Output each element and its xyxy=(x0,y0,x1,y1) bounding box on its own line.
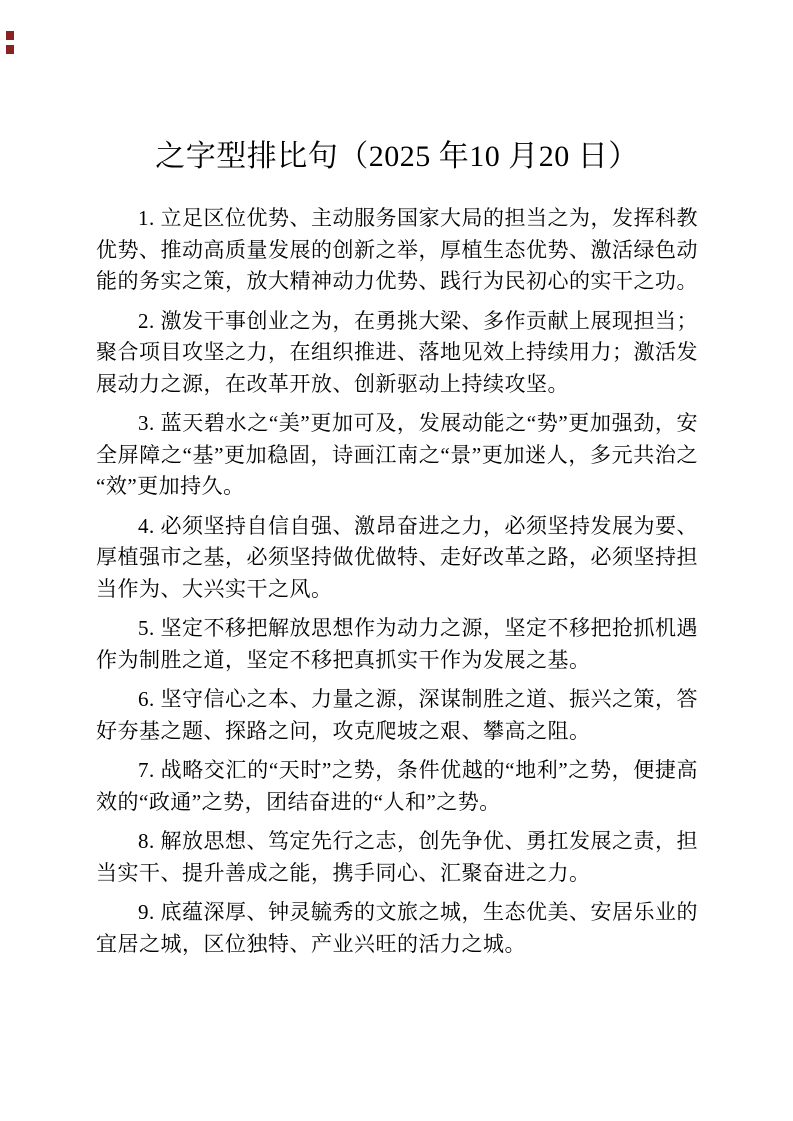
paragraph-2: 2. 激发干事创业之为，在勇挑大梁、多作贡献上展现担当；聚合项目攻坚之力，在组织推进、落地见效上持续用力；激活发展动力之源，在改革开放、创新驱动上持续攻坚。 xyxy=(96,308,698,396)
red-edge-marker-top xyxy=(6,31,14,40)
paragraph-9: 9. 底蕴深厚、钟灵毓秀的文旅之城，生态优美、安居乐业的宜居之城，区位独特、产业兴旺的活力之城。 xyxy=(96,900,698,956)
paragraph-7: 7. 战略交汇的“天时”之势，条件优越的“地利”之势，便捷高效的“政通”之势，团结奋进的“人和”之势。 xyxy=(96,758,698,814)
document-body xyxy=(96,137,698,968)
paragraph-5: 5. 坚定不移把解放思想作为动力之源，坚定不移把抢抓机遇作为制胜之道，坚定不移把真抓实干作为发展之基。 xyxy=(96,616,698,672)
red-edge-marker-bottom xyxy=(6,45,14,54)
paragraph-1: 1. 立足区位优势、主动服务国家大局的担当之为，发挥科教优势、推动高质量发展的创新之举，厚植生态优势、激活绿色动能的务实之策，放大精神动力优势、践行为民初心的实干之功。 xyxy=(96,206,698,293)
paragraph-6: 6. 坚守信心之本、力量之源，深谋制胜之道、振兴之策，答好夯基之题、探路之问，攻克爬坡之艰、攀高之阻。 xyxy=(96,687,698,743)
document-title: 之字型排比句（2025 年10 月20 日） xyxy=(155,140,639,173)
paragraph-4: 4. 必须坚持自信自强、激昂奋进之力，必须坚持发展为要、厚植强市之基，必须坚持做优做特、走好改革之路，必须坚持担当作为、大兴实干之风。 xyxy=(96,513,698,601)
paragraph-8: 8. 解放思想、笃定先行之志，创先争优、勇扛发展之责，担当实干、提升善成之能，携手同心、汇聚奋进之力。 xyxy=(96,829,698,885)
paragraph-3: 3. 蓝天碧水之“美”更加可及，发展动能之“势”更加强劲，安全屏障之“基”更加稳固，诗画江南之“景”更加迷人，多元共治之“效”更加持久。 xyxy=(96,411,698,498)
